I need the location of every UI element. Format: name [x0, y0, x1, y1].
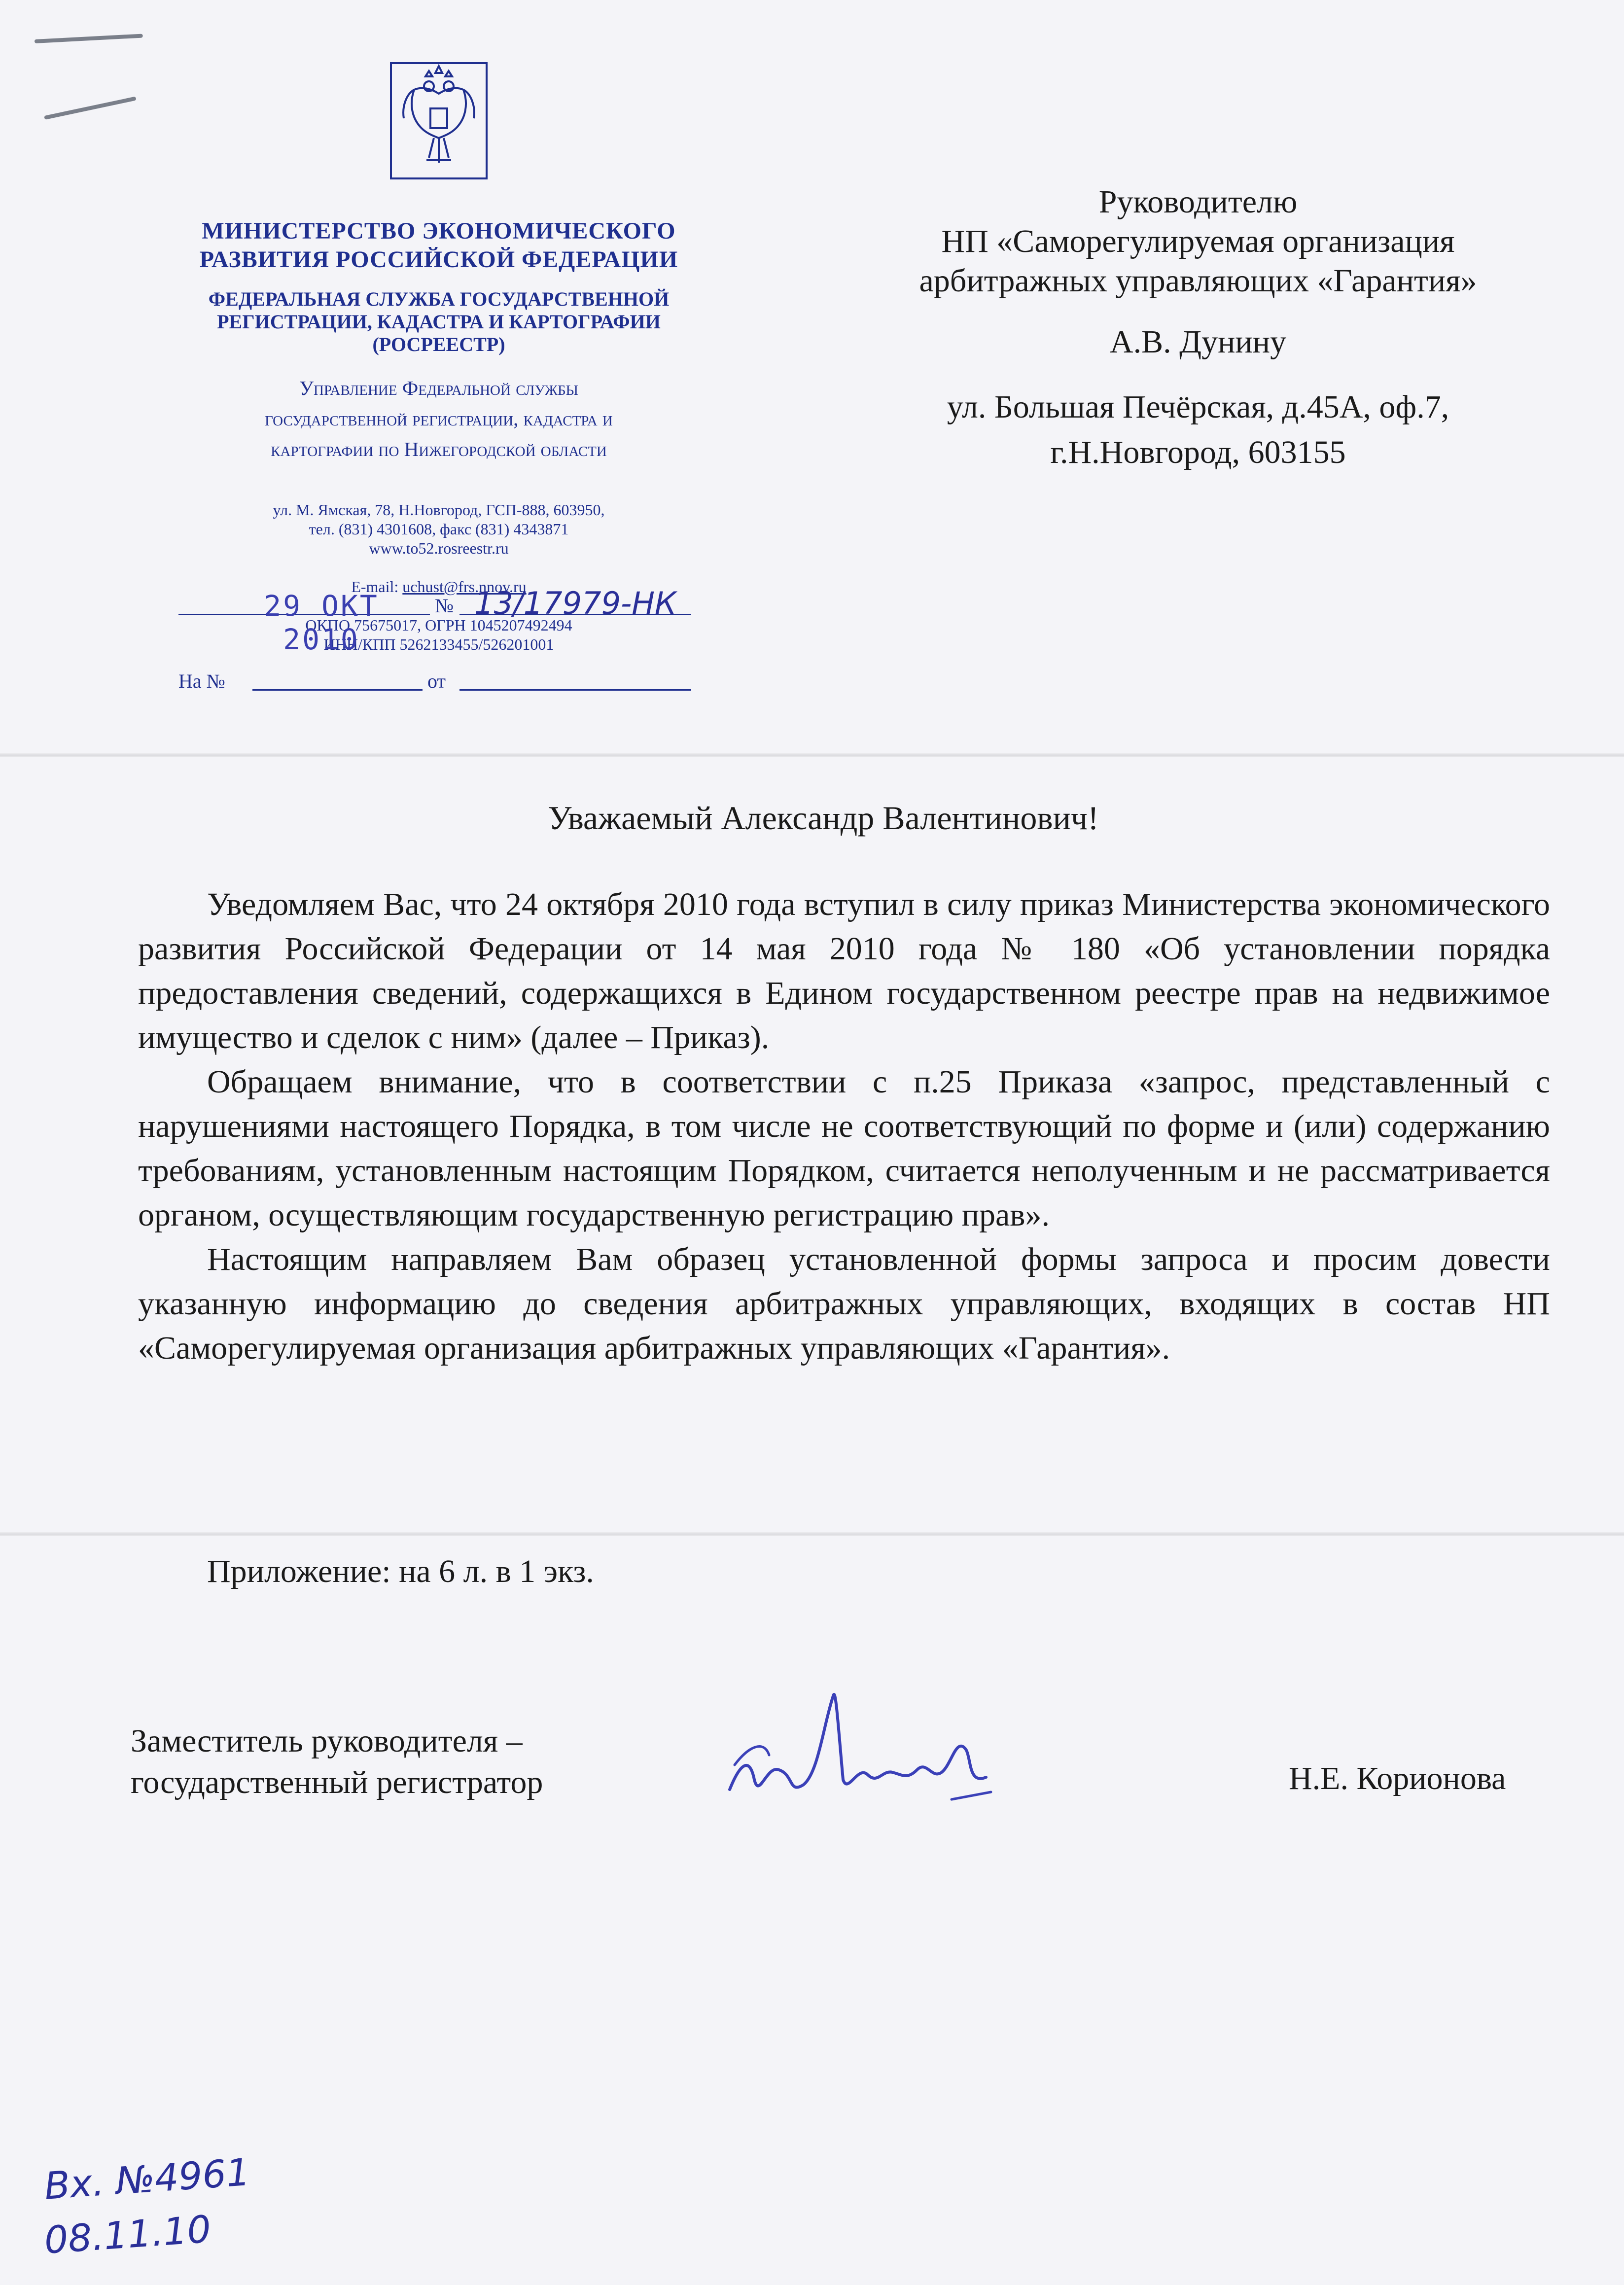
reference-number-field — [252, 689, 423, 691]
registry-codes: ОКПО 75675017, ОГРН 1045207492494 ИНН/КПП 5262133455/526201001 — [305, 616, 572, 653]
signer-title: Заместитель руководителя – государственный регистратор — [131, 1723, 543, 1800]
reference-label: На № — [178, 670, 225, 692]
body-paragraph: Обращаем внимание, что в соответствии с п.25 Приказа «запрос, представленный с нарушениями настоящего Порядка, в том числе не соответствующий по форме и (или) содержанию требованиям, установленным настоящим Порядком, считается неполученным и не рассматривается органом, осуществляющим государственную регистрацию прав». — [138, 1064, 1550, 1233]
incoming-number: Вх. №4961 — [42, 2149, 251, 2208]
number-label: № — [435, 595, 454, 617]
staple-mark — [44, 97, 137, 120]
reference-from-label: от — [427, 670, 446, 692]
ministry-name: МИНИСТЕРСТВО ЭКОНОМИЧЕСКОГО РАЗВИТИЯ РОССИЙСКОЙ ФЕДЕРАЦИИ — [199, 218, 678, 273]
handwritten-signature — [720, 1666, 996, 1834]
body-paragraph: Уведомляем Вас, что 24 октября 2010 года вступил в силу приказ Министерства экономического развития Российской Федерации от 14 мая 2010 года № 180 «Об установлении порядка предоставления сведений, содержащихся в Едином государственном реестре прав на недвижимое имущество и сделок с ним» (далее – Приказ). — [138, 886, 1550, 1055]
service-name: ФЕДЕРАЛЬНАЯ СЛУЖБА ГОСУДАРСТВЕННОЙ РЕГИСТРАЦИИ, КАДАСТРА И КАРТОГРАФИИ (РОСРЕЕСТР) — [208, 288, 670, 355]
addressee-address: ул. Большая Печёрская, д.45А, оф.7, г.Н.Новгород, 603155 — [947, 389, 1449, 470]
postal-address: ул. М. Ямская, 78, Н.Новгород, ГСП-888, 603950, тел. (831) 4301608, факс (831) 4343871 www.to52.rosreestr.ru — [273, 501, 605, 557]
staple-mark — [35, 34, 143, 43]
body-paragraph: Настоящим направляем Вам образец установленной формы запроса и просим довести указанную информацию до сведения арбитражных управляющих, входящих в состав НП «Саморегулируемая организация арбитражных управляющих «Гарантия». — [138, 1241, 1550, 1366]
paper-fold-lower — [0, 1532, 1624, 1536]
addressee-block — [858, 182, 1538, 475]
email-link[interactable]: uchust@frs.nnov.ru — [402, 578, 527, 596]
russian-coat-of-arms-icon — [387, 59, 491, 182]
incoming-date: 08.11.10 — [42, 2207, 212, 2262]
outgoing-number: 13/17979-НК — [474, 585, 677, 621]
signer-name: Н.Е. Корионова — [1289, 1760, 1506, 1796]
letter-body — [138, 882, 1550, 1371]
addressee-name: А.В. Дунину — [1109, 324, 1287, 360]
email-label: E-mail: — [351, 578, 403, 596]
salutation: Уважаемый Александр Валентинович! — [548, 799, 1099, 837]
attachment-note: Приложение: на 6 л. в 1 экз. — [207, 1553, 594, 1589]
incoming-registration-note — [42, 2149, 488, 2278]
addressee-title: Руководителю НП «Саморегулируемая организация арбитражных управляющих «Гарантия» — [919, 184, 1477, 299]
reference-line — [178, 669, 696, 699]
paper-fold-upper — [0, 753, 1624, 757]
letterhead — [168, 59, 710, 673]
reference-date-field — [459, 689, 691, 691]
department-name: Управление Федеральной службы государственной регистрации, кадастра и картографии по Нижегородской области — [265, 377, 613, 460]
date-stamp: 29 ОКТ 2010 — [264, 589, 379, 656]
